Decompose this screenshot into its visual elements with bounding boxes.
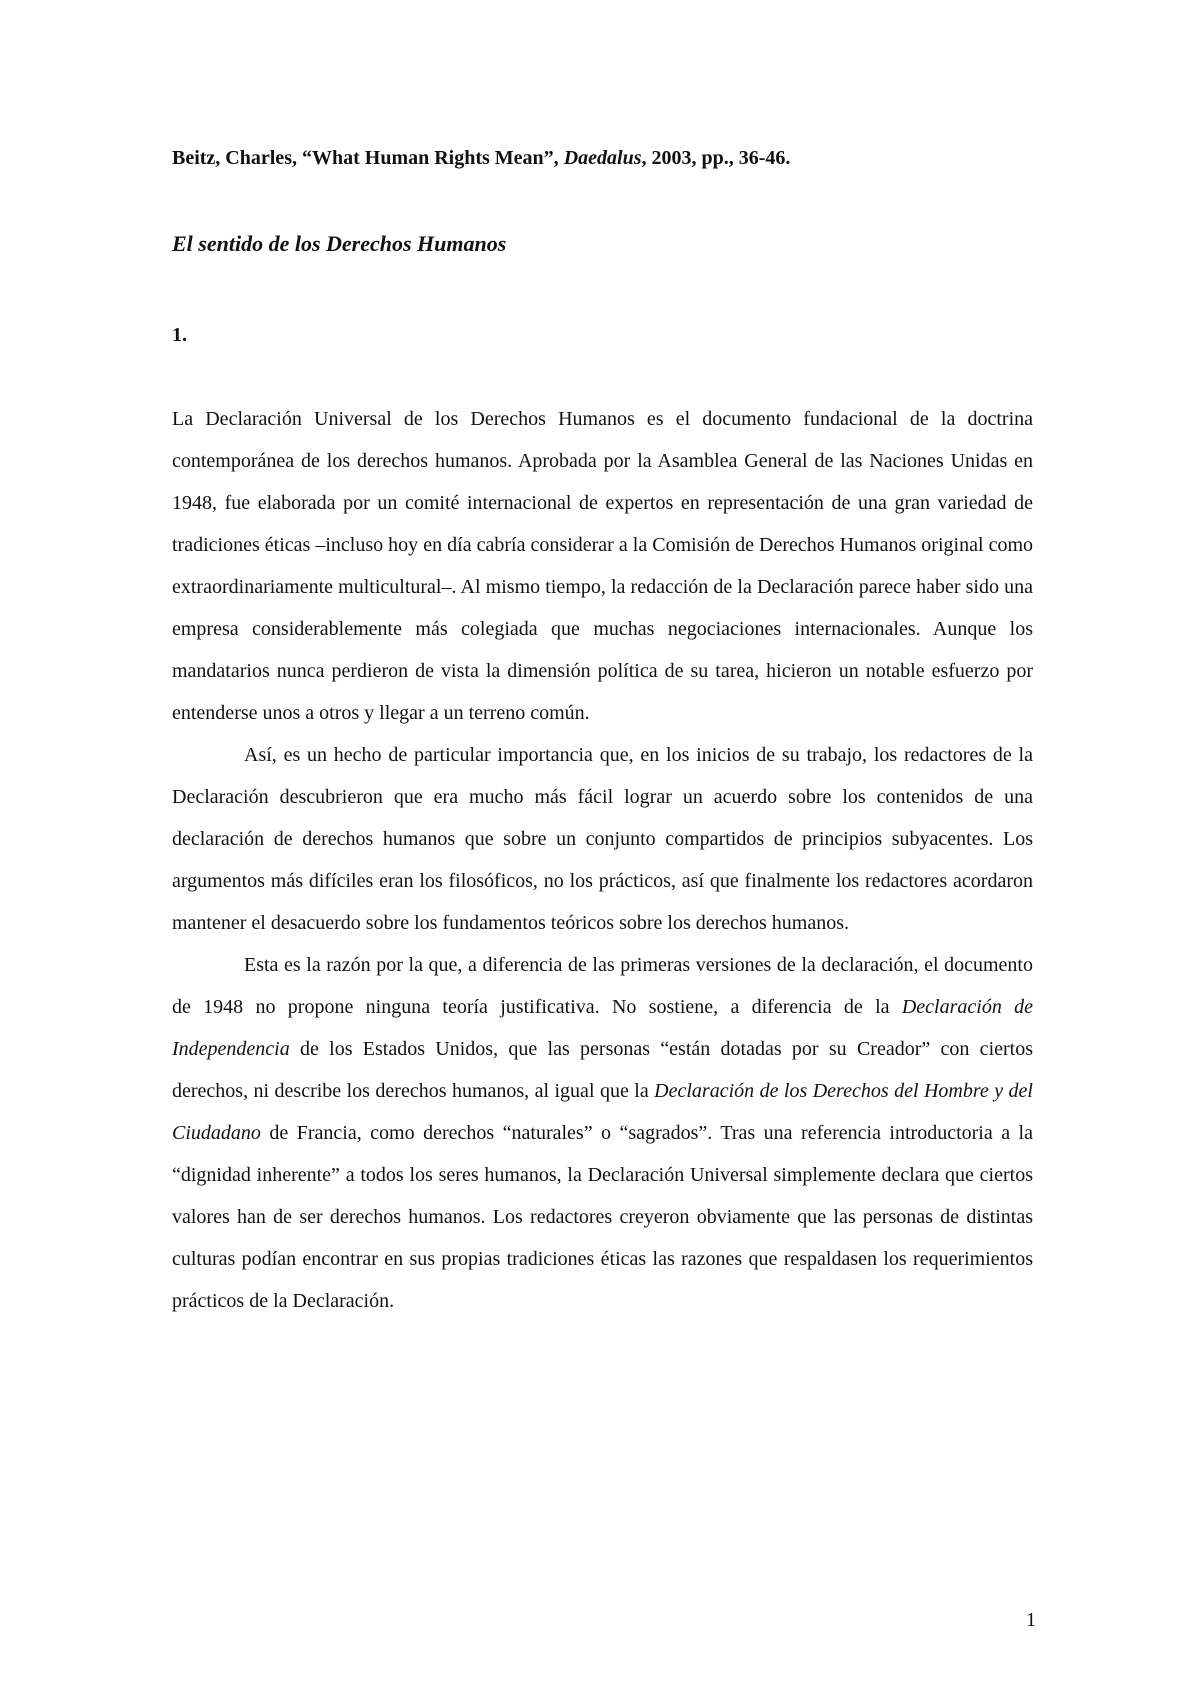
page-number: 1 xyxy=(1026,1609,1036,1631)
section-number: 1. xyxy=(172,324,187,346)
citation-journal: Daedalus xyxy=(563,147,642,169)
paragraph-3-italic-title-2: Declaración de los Derechos del Hombre y del Ciudadano xyxy=(172,1080,1033,1144)
paragraph-3-part-2: de los Estados Unidos, que las personas “están dotadas por su Creador” con ciertos derechos, ni describe los derechos humanos, al igual que la xyxy=(172,1038,1033,1102)
citation-details: , 2003, pp., 36-46. xyxy=(641,147,791,169)
citation-line xyxy=(172,143,1032,173)
paragraph-3 xyxy=(172,944,1033,1322)
citation-article-title: “What Human Rights Mean”, xyxy=(301,147,564,169)
paragraph-1: La Declaración Universal de los Derechos Humanos es el documento fundacional de la doctrina contemporánea de los derechos humanos. Aprobada por la Asamblea General de las Naciones Unidas en 1948, fue elaborada por un comité internacional de expertos en representación de una gran variedad de tradiciones éticas –incluso hoy en día cabría considerar a la Comisión de Derechos Humanos original como extraordinariamente multicultural–. Al mismo tiempo, la redacción de la Declaración parece haber sido una empresa considerablemente más colegiada que muchas negociaciones internacionales. Aunque los mandatarios nunca perdieron de vista la dimensión política de su tarea, hicieron un notable esfuerzo por entenderse unos a otros y llegar a un terreno común. xyxy=(172,408,1033,724)
paragraph-3-part-1: Esta es la razón por la que, a diferencia de las primeras versiones de la declaración, el documento de 1948 no propone ninguna teoría justificativa. No sostiene, a diferencia de la xyxy=(172,954,1033,1018)
body-text xyxy=(172,398,1033,1322)
citation-author: Beitz, Charles, xyxy=(172,147,302,169)
paragraph-2: Así, es un hecho de particular importancia que, en los inicios de su trabajo, los redactores de la Declaración descubrieron que era mucho más fácil lograr un acuerdo sobre los contenidos de una declaración de derechos humanos que sobre un conjunto compartidos de principios subyacentes. Los argumentos más difíciles eran los filosóficos, no los prácticos, así que finalmente los redactores acordaron mantener el desacuerdo sobre los fundamentos teóricos sobre los derechos humanos. xyxy=(172,744,1033,934)
paragraph-3-part-3: de Francia, como derechos “naturales” o “sagrados”. Tras una referencia introductoria a la “dignidad inherente” a todos los seres humanos, la Declaración Universal simplemente declara que ciertos valores han de ser derechos humanos. Los redactores creyeron obviamente que las personas de distintas culturas podían encontrar en sus propias tradiciones éticas las razones que respaldasen los requerimientos prácticos de la Declaración. xyxy=(172,1122,1033,1312)
document-title: El sentido de los Derechos Humanos xyxy=(172,231,507,256)
paragraph-3-italic-title-1: Declaración de Independencia xyxy=(172,996,1034,1060)
